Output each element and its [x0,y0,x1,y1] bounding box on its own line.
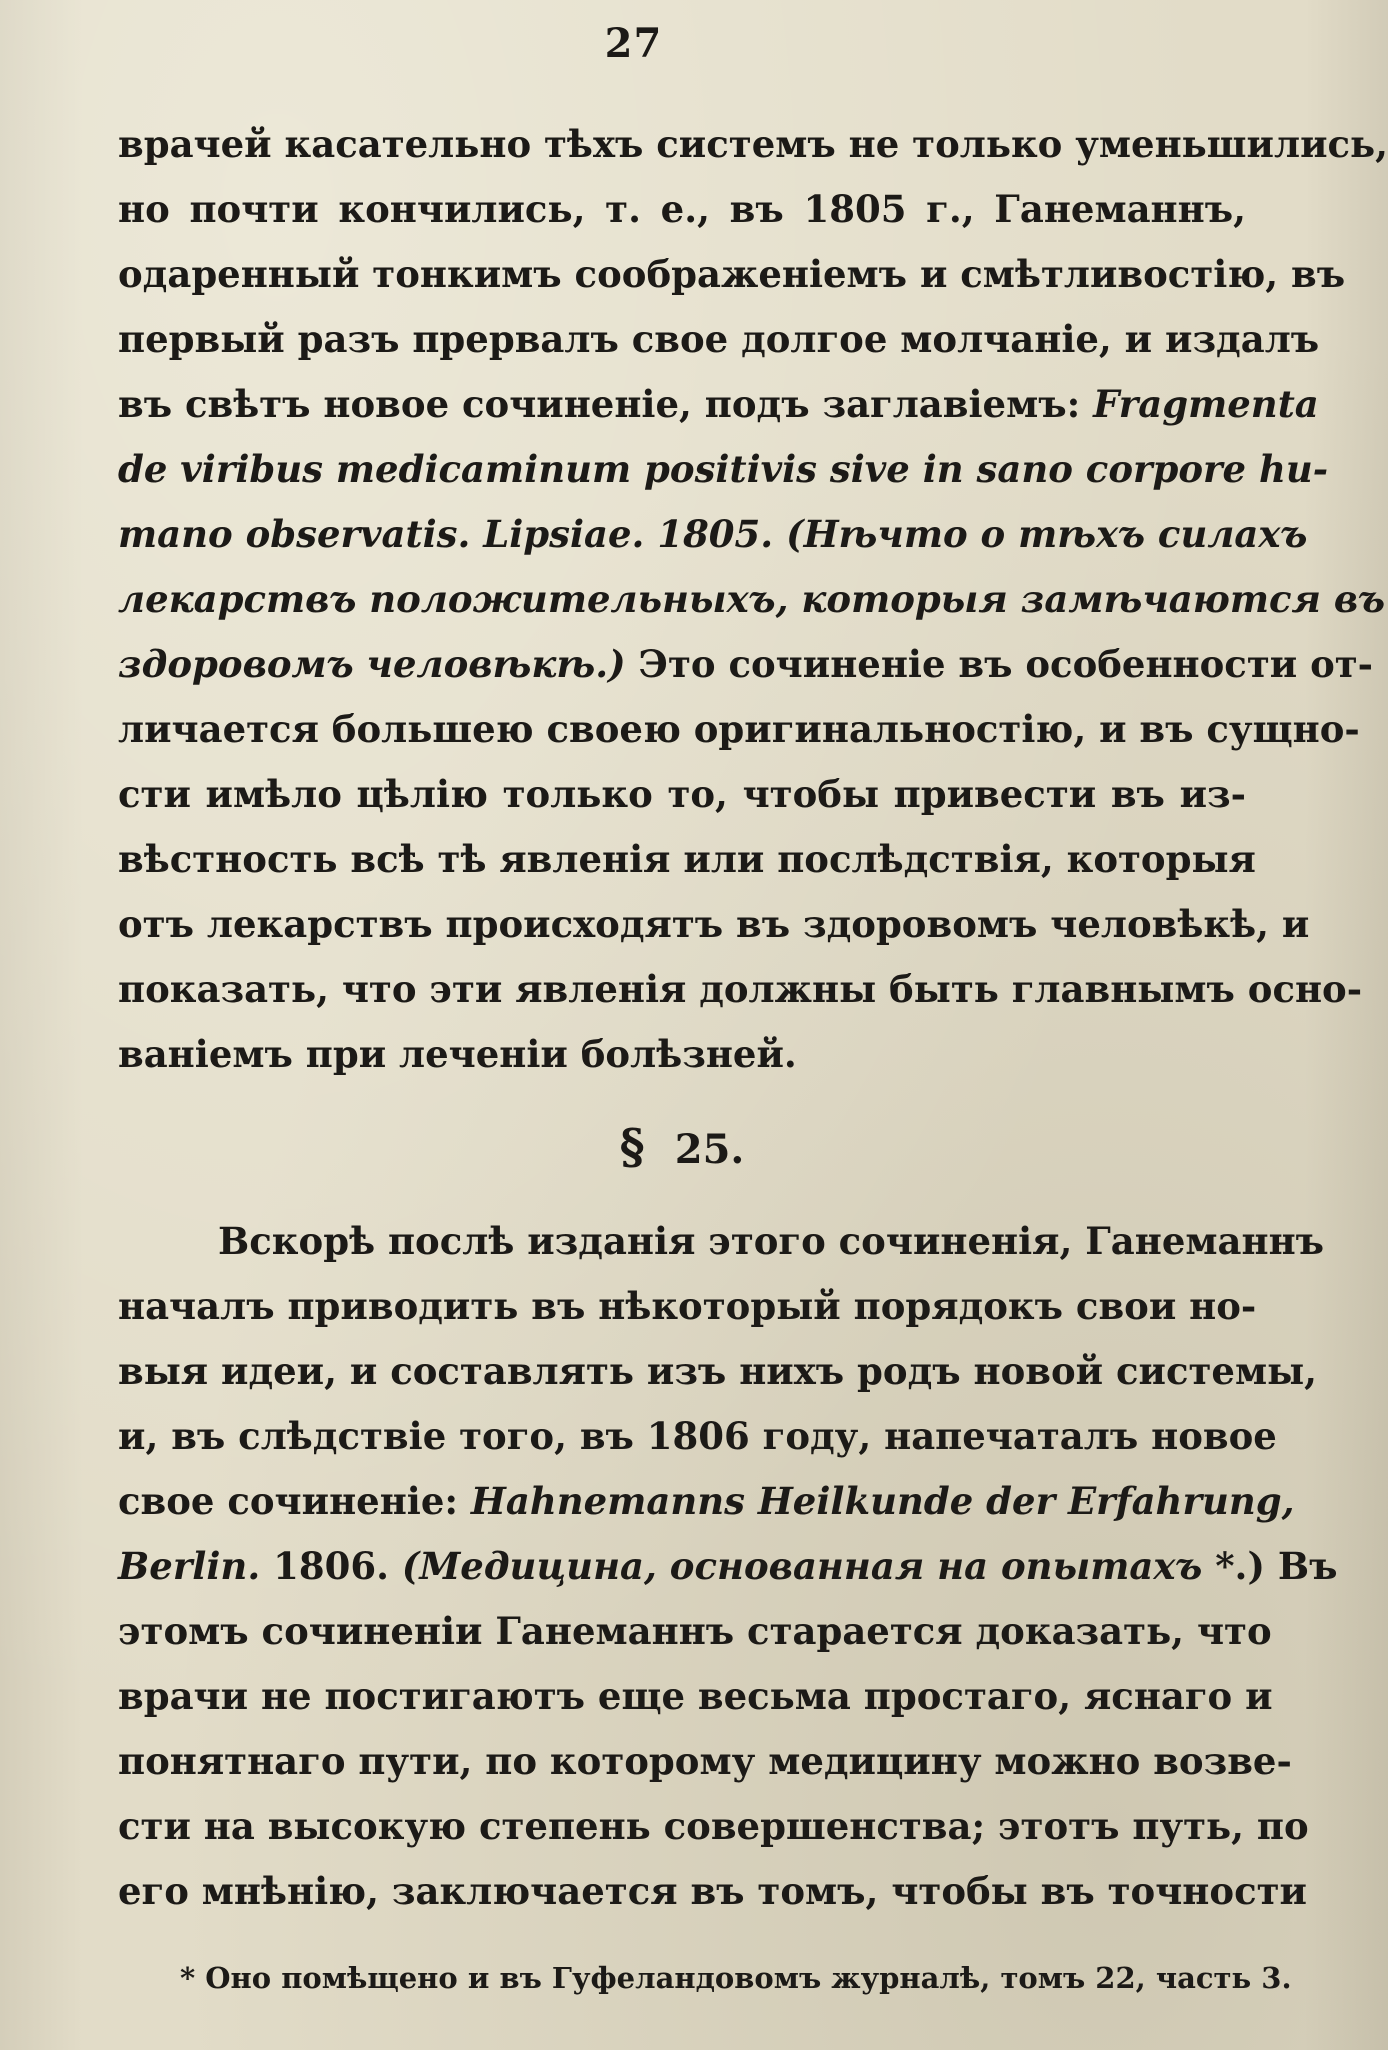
text-line: личается большею своею оригинальностiю, и въ сущно- [118,707,1360,751]
text-line: выя идеи, и составлять изъ нихъ родъ новой системы, [118,1349,1318,1393]
section-heading [118,1101,1246,1193]
russian-translation: (Медицина, основанная на опытахъ [401,1544,1203,1588]
text-line: Вскорѣ послѣ изданiя этого сочиненiя, Ганеманнъ [218,1219,1325,1263]
russian-translation: здоровомъ человѣкѣ.) [118,642,626,686]
german-title: Hahnemanns Heilkunde der Erfahrung, [470,1479,1295,1523]
text-line: Berlin. 1806. (Медицина, основанная на опытахъ *.) Въ [118,1544,1338,1588]
text-line: одаренный тонкимъ соображенiемъ и смѣтливостiю, въ [118,252,1346,296]
latin-title: Fragmenta [1093,382,1319,426]
section-symbol: § [619,1119,645,1175]
text-line: и, въ слѣдствiе того, въ 1806 году, напечаталъ новое [118,1414,1277,1458]
latin-title: de viribus medicaminum positivis sive in sano corpore hu- [118,447,1329,491]
text-line: въ свѣтъ новое сочиненiе, подъ заглавiемъ: Fragmenta [118,382,1319,426]
text-line: этомъ сочиненiи Ганеманнъ старается доказать, что [118,1609,1272,1653]
russian-translation: (Нѣчто о тѣхъ силахъ [786,512,1308,556]
paragraph-2 [118,1209,1338,1924]
text-line: его мнѣнiю, заключается въ томъ, чтобы въ точности [118,1869,1307,1913]
text-line: но почти кончились, т. е., въ 1805 г., Ганеманнъ, [118,187,1246,231]
page-number: 27 [604,20,663,67]
german-title: Berlin. [118,1544,261,1588]
text-line: здоровомъ человѣкѣ.) Это сочиненiе въ особенности от- [118,642,1374,686]
text-line: врачей касательно тѣхъ системъ не только уменьшились, [118,122,1388,166]
paragraph-1 [118,112,1388,1087]
text-line: сти на высокую степень совершенства; этотъ путь, по [118,1804,1309,1848]
text-line [118,502,1308,567]
text-line: ванiемъ при леченiи болѣзней. [118,1032,797,1076]
footnote: * Оно помѣщено и въ Гуфеландовомъ журналѣ, томъ 22, часть 3. [180,1961,1292,1995]
text-line [118,567,1386,632]
text-line: врачи не постигаютъ еще весьма простаго, яснаго и [118,1674,1273,1718]
latin-title: mano observatis. Lipsiae. 1805. [118,512,787,556]
text-line: сти имѣло цѣлiю только то, чтобы привести въ из- [118,772,1246,816]
text-line: свое сочиненiе: Hahnemanns Heilkunde der Erfahrung, [118,1479,1295,1523]
text-line: началъ приводить въ нѣкоторый порядокъ свои но- [118,1284,1257,1328]
text-line [118,437,1329,502]
text-line: отъ лекарствъ происходятъ въ здоровомъ человѣкѣ, и [118,902,1310,946]
body-text [118,112,1388,1924]
russian-translation: лекарствъ положительныхъ, которыя замѣчаются въ [118,577,1386,621]
text-line: вѣстность всѣ тѣ явленiя или послѣдствiя, которыя [118,837,1256,881]
text-line: показать, что эти явленiя должны быть главнымъ осно- [118,967,1363,1011]
text-line: понятнаго пути, по которому медицину можно возве- [118,1739,1292,1783]
section-number: 25. [674,1126,745,1173]
text-line: первый разъ прервалъ свое долгое молчанiе, и издалъ [118,317,1320,361]
